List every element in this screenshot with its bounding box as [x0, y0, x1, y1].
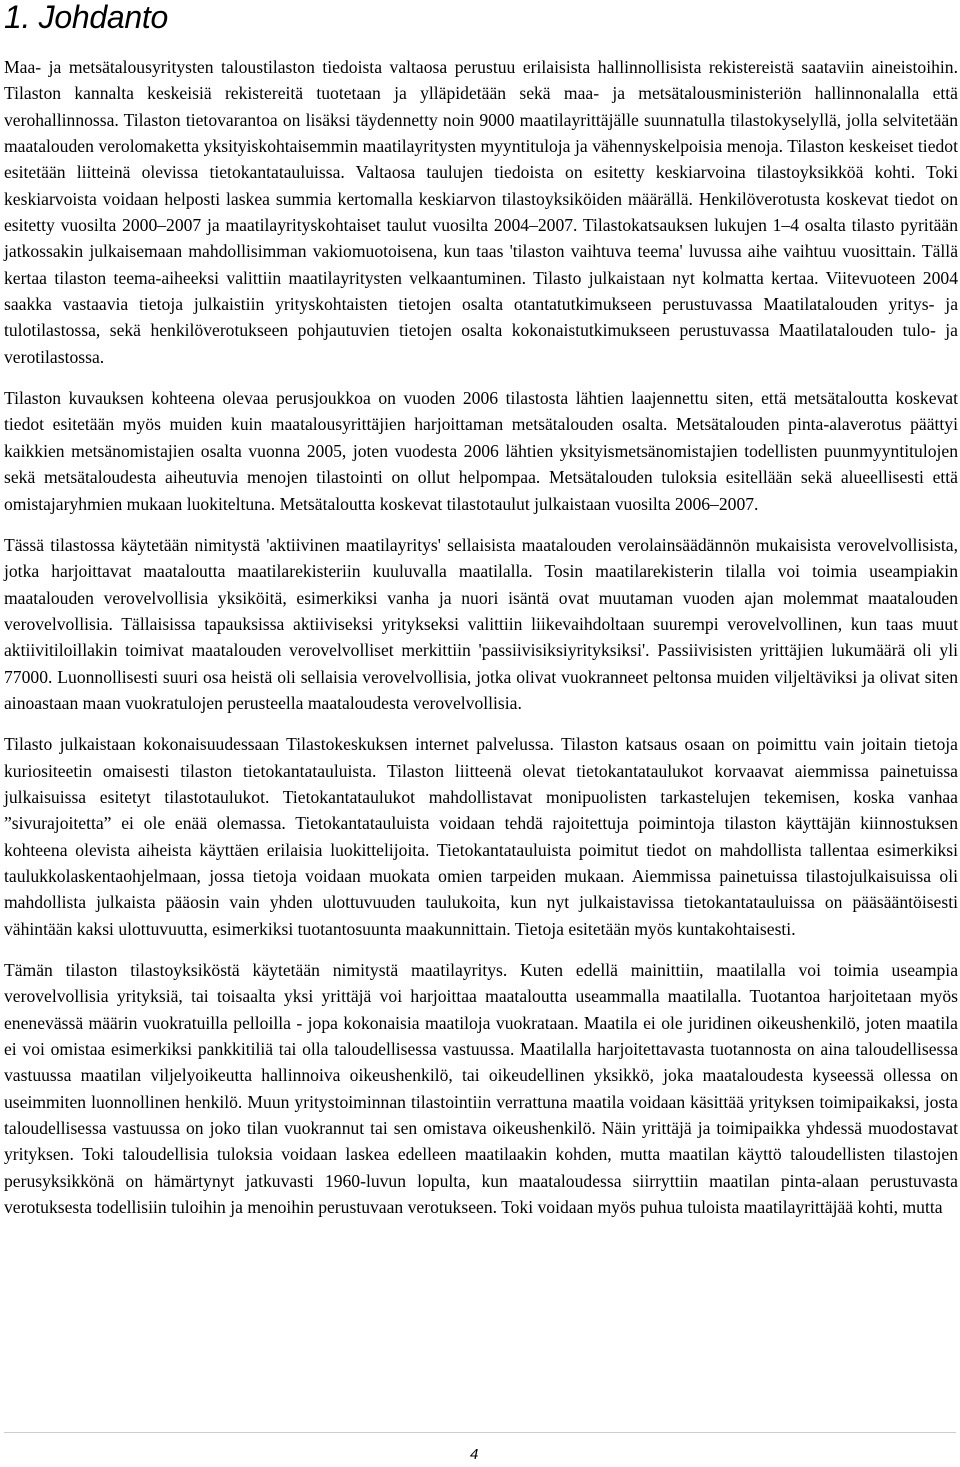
document-page — [4, 0, 958, 1235]
paragraph: Tässä tilastossa käytetään nimitystä 'aktiivinen maatilayritys' sellaisista maatalouden verolainsäädännön mukaisista verovelvollisista, jotka harjoittavat maataloutta maatilarekisteriin kuuluvalla maatilalla. Tosin maatilarekisterin tilalla voi toimia useampiakin maatalouden verovelvollisia yksiköitä, esimerkiksi vanha ja nuori isäntä ovat muutaman vuoden ajan molemmat maatalouden verovelvollisia. Tällaisissa tapauksissa aktiiviseksi yritykseksi valittiin liikevaihdoltaan suurempi verovelvollinen, kun taas muut aktiivitiloillakin toimivat maatalouden verovelvolliset merkittiin 'passiivisiksiyrityksiksi'. Passiivisisten yrittäjien lukumäärä oli yli 77000. Luonnollisesti suuri osa heistä oli sellaisia verovelvollisia, jotka olivat vuokranneet peltonsa muiden viljeltäviksi ja olivat siten ainoastaan maan vuokratulojen perusteella maataloudesta verovelvollisia. — [4, 534, 958, 713]
page-footer — [0, 1432, 960, 1467]
section-heading: 1. Johdanto — [4, 0, 168, 35]
paragraph: Tilaston kuvauksen kohteena olevaa perusjoukkoa on vuoden 2006 tilastosta lähtien laajennettu siten, että metsätaloutta koskevat tiedot esitetään myös muiden kuin maatalousyrittäjien harjoittaman metsätalouden osalta. Metsätalouden pinta-alaverotus päättyi kaikkien metsänomistajien osalta vuonna 2005, joten vuodesta 2006 lähtien yksityismetsänomistajien todellisten puunmyyntitulojen sekä metsätaloudesta aiheutuvia menojen tilastointi on ollut helpompaa. Metsätalouden tuloksia esitellään sekä alueellisesti että omistajaryhmien mukaan luokiteltuna. Metsätaloutta koskevat tilastotaulut julkaistaan vuosilta 2006–2007. — [4, 388, 958, 514]
paragraph: Maa- ja metsätalousyritysten taloustilaston tiedoista valtaosa perustuu erilaisista hallinnollisista rekistereistä saataviin aineistoihin. Tilaston kannalta keskeisiä rekistereitä tuotetaan ja ylläpidetään sekä maa- ja metsätalousministeriön hallinnonalalla että verohallinnossa. Tilaston tietovarantoa on lisäksi täydennetty noin 9000 maatilayrittäjälle suunnatulla tilastokyselyllä, jolla selvitetään maatalouden verolomaketta yksityiskohtaisemmin maatilayritysten myyntituloja ja vähennyskelpoisia menoja. Tilaston keskeiset tiedot esitetään liitteinä olevissa tietokantatauluissa. Valtaosa taulujen tiedoista on esitetty keskiarvoina tilastoyksikköä kohti. Toki keskiarvoista voidaan helposti laskea summia kertomalla keskiarvon tilastoyksiköiden määrällä. Henkilöverotusta koskevat tiedot on esitetty vuosilta 2000–2007 ja maatilayrityskohtaiset taulut vuosilta 2004–2007. Tilastokatsauksen lukujen 1–4 osalta tilasto pyritään jatkossakin julkaisemaan mahdollisimman vakiomuotoisena, kun taas 'tilaston vaihtuva teema' luvussa aihe vaihtuu vuosittain. Tällä kertaa tilaston teema-aiheeksi valittiin maatilayritysten velkaantuminen. Tilasto julkaistaan nyt kolmatta kertaa. Viitevuoteen 2004 saakka vastaavia tietoja julkaistiin yrityskohtaisten tietojen osalta otantatutkimukseen perustuvassa Maatilatalouden yritys- ja tulotilastossa, sekä henkilöverotukseen pohjautuvien tietojen osalta kokonaistutkimukseen perustuvassa Maatilatalouden tulo- ja verotilastossa. — [4, 57, 958, 367]
paragraph: Tilasto julkaistaan kokonaisuudessaan Tilastokeskuksen internet palvelussa. Tilaston katsaus osaan on poimittu vain joitain tietoja kuriositeetin omaisesti tilaston tietokantatauluista. Tilaston liitteenä olevat tietokantataulukot korvaavat aiemmissa painetuissa julkaisuissa esitetyt tilastotaulukot. Tietokantataulukot mahdollistavat monipuolisten tarkastelujen tekemisen, koska vanhaa ”sivurajoitetta” ei ole enää olemassa. Tietokantatauluista voidaan tehdä rajoitettuja poimintoja tilaston käyttäjän kiinnostuksen kohteena olevista aiheista käyttäen erilaisia luokittelijoita. Tietokantatauluista poimitut tiedot on mahdollista tallentaa esimerkiksi taulukkolaskentaohjelmaan, jossa tietoja voidaan muokata omien tarpeiden mukaan. Aiemmissa painetuissa tilastojulkaisuissa oli mahdollista julkaista pääosin vain yhden ulottuvuuden taulukoita, kun nyt julkaistavissa tietokantatauluissa on pääsääntöisesti vähintään kaksi ulottuvuutta, esimerkiksi tuotantosuunta maakunnittain. Tietoja esitetään myös kuntakohtaisesti. — [4, 734, 958, 939]
body-text — [4, 54, 958, 1220]
paragraph: Tämän tilaston tilastoyksiköstä käytetään nimitystä maatilayritys. Kuten edellä mainittiin, maatilalla voi toimia useampia verovelvollisia yrityksiä, tai toisaalta yksi yrittäjä voi harjoittaa maataloutta useammalla maatilalla. Tuotantoa harjoitetaan myös enenevässä määrin vuokratuilla pelloilla - jopa kokonaisia maatiloja vuokrataan. Maatila ei ole juridinen oikeushenkilö, joten maatila ei voi omistaa esimerkiksi pankkitiliä tai olla taloudellisessa vastuussa. Maatilalla harjoitettavasta tuotannosta on aina taloudellisessa vastuussa maatilan viljelyoikeutta hallinnoiva oikeushenkilö, tai oikeudellinen yksikkö, joka maataloudesta kyseessä ollessa on useimmiten luonnollinen henkilö. Muun yritystoiminnan tilastointiin verrattuna maatila voidaan käsittää yrityksen toimipaikaksi, josta taloudellisessa vastuussa on joko tilan vuokrannut tai sen omistava oikeushenkilö. Näin yrittäjä ja toimipaikka yhdessä muodostavat yrityksen. Toki taloudellisia tuloksia voidaan laskea edelleen maatilaakin kohden, mutta maatilan käyttö taloudellisten tilastojen perusyksikkönä on hämärtynyt jatkuvasti 1960-luvun lopulta, kun maataloudessa siirryttiin maatilan pinta-alaan perustuvasta verotuksesta todellisiin tuloihin ja menoihin perustuvaan verotukseen. Toki voidaan myös puhua tuloista maatilayrittäjää kohti, mutta — [4, 960, 958, 1218]
page-number: 4 — [470, 1446, 479, 1463]
footer-divider — [4, 1432, 956, 1433]
